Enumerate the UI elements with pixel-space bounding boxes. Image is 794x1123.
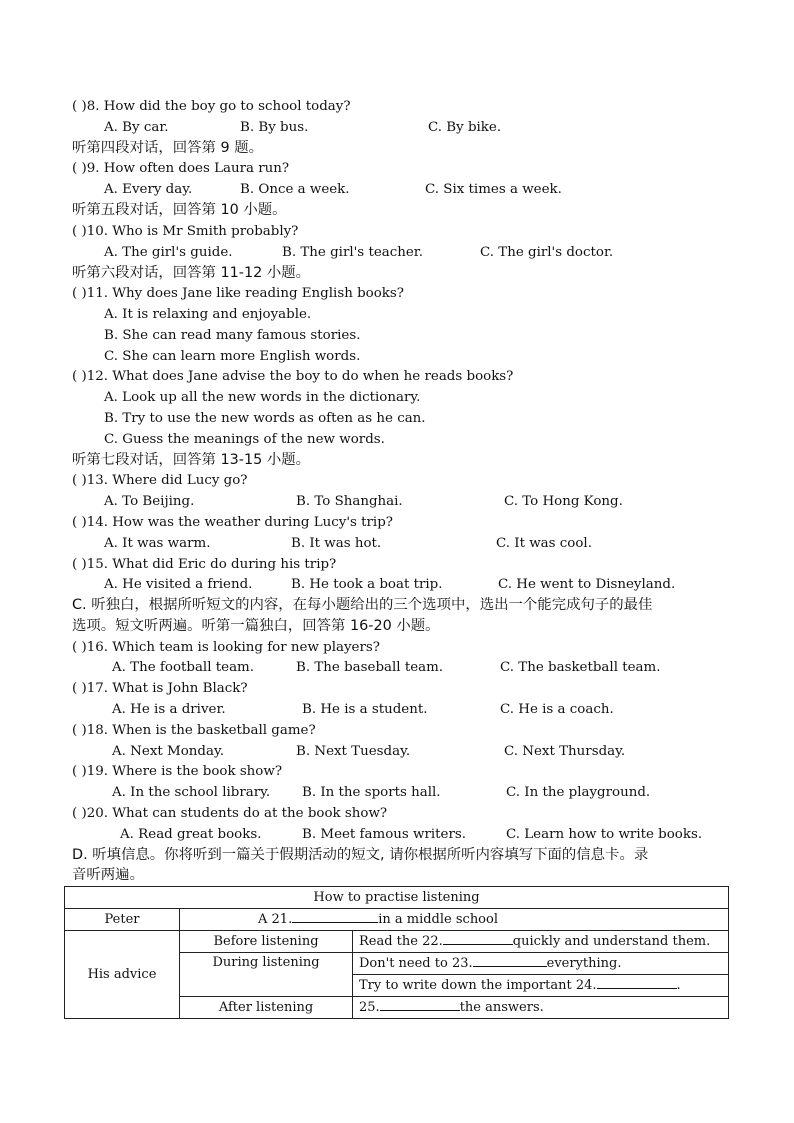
q18-option-b: B. Next Tuesday. — [296, 744, 411, 759]
q10-option-b: B. The girl's teacher. — [282, 245, 423, 260]
q11-option-b: B. She can read many famous stories. — [104, 328, 361, 343]
peter-suffix: in a middle school — [378, 912, 498, 927]
question-12-stem: ( )12. What does Jane advise the boy to do when he reads books? — [72, 369, 514, 384]
blank-23[interactable] — [473, 954, 547, 967]
q14-option-c: C. It was cool. — [496, 536, 592, 551]
peter-label: Peter — [65, 909, 180, 931]
during1-suffix: everything. — [546, 956, 622, 971]
q12-option-c: C. Guess the meanings of the new words. — [104, 432, 385, 447]
during-listening-row-2 — [353, 975, 729, 997]
after-prefix: 25. — [359, 1000, 380, 1015]
section-c-instruction-line2: 选项。短文听两遍。听第一篇独白，回答第 16-20 小题。 — [72, 618, 440, 634]
q16-option-a: A. The football team. — [112, 660, 255, 675]
q14-option-a: A. It was warm. — [104, 536, 211, 551]
during1-prefix: Don't need to 23. — [359, 956, 473, 971]
question-19-stem: ( )19. Where is the book show? — [72, 764, 283, 779]
q11-option-c: C. She can learn more English words. — [104, 349, 361, 364]
q10-option-a: A. The girl's guide. — [104, 245, 233, 260]
q20-option-c: C. Learn how to write books. — [506, 827, 703, 842]
q9-option-a: A. Every day. — [104, 182, 193, 197]
q16-option-c: C. The basketball team. — [500, 660, 661, 675]
q19-option-c: C. In the playground. — [506, 785, 651, 800]
q20-option-a: A. Read great books. — [120, 827, 262, 842]
blank-24[interactable] — [597, 976, 677, 989]
after-suffix: the answers. — [459, 1000, 544, 1015]
q8-option-b: B. By bus. — [240, 120, 309, 135]
instruction-part-4: 听第四段对话，回答第 9 题。 — [72, 140, 263, 156]
q13-option-b: B. To Shanghai. — [296, 494, 403, 509]
during2-prefix: Try to write down the important 24. — [359, 978, 597, 993]
before-suffix: quickly and understand them. — [512, 934, 711, 949]
q9-option-c: C. Six times a week. — [425, 182, 562, 197]
section-c-instruction-line1: C. 听独白，根据所听短文的内容，在每小题给出的三个选项中，选出一个能完成句子的最佳 — [72, 597, 653, 613]
question-18-stem: ( )18. When is the basketball game? — [72, 723, 316, 738]
q13-option-a: A. To Beijing. — [104, 494, 195, 509]
card-title: How to practise listening — [65, 887, 729, 909]
question-10-stem: ( )10. Who is Mr Smith probably? — [72, 224, 299, 239]
during2-suffix: . — [676, 978, 681, 993]
q15-option-a: A. He visited a friend. — [104, 577, 253, 592]
question-16-stem: ( )16. Which team is looking for new players? — [72, 640, 380, 655]
q13-option-c: C. To Hong Kong. — [504, 494, 623, 509]
q12-option-b: B. Try to use the new words as often as he can. — [104, 411, 426, 426]
advice-label: His advice — [65, 931, 180, 1019]
q17-option-b: B. He is a student. — [302, 702, 428, 717]
q10-option-c: C. The girl's doctor. — [480, 245, 614, 260]
q8-option-a: A. By car. — [104, 120, 169, 135]
before-listening-row — [353, 931, 729, 953]
instruction-part-5: 听第五段对话，回答第 10 小题。 — [72, 202, 287, 218]
q18-option-a: A. Next Monday. — [112, 744, 225, 759]
q11-option-a: A. It is relaxing and enjoyable. — [104, 307, 312, 322]
after-listening-label: After listening — [180, 997, 353, 1019]
after-listening-row — [353, 997, 729, 1019]
question-11-stem: ( )11. Why does Jane like reading English books? — [72, 286, 404, 301]
q20-option-b: B. Meet famous writers. — [302, 827, 466, 842]
question-9-stem: ( )9. How often does Laura run? — [72, 161, 290, 176]
q16-option-b: B. The baseball team. — [296, 660, 444, 675]
during-listening-label: During listening — [180, 953, 353, 997]
blank-21[interactable] — [292, 910, 378, 923]
question-17-stem: ( )17. What is John Black? — [72, 681, 248, 696]
during-listening-row-1 — [353, 953, 729, 975]
q12-option-a: A. Look up all the new words in the dictionary. — [104, 390, 421, 405]
question-20-stem: ( )20. What can students do at the book show? — [72, 806, 388, 821]
q19-option-b: B. In the sports hall. — [302, 785, 441, 800]
instruction-part-6: 听第六段对话，回答第 11-12 小题。 — [72, 265, 311, 281]
q17-option-c: C. He is a coach. — [500, 702, 614, 717]
info-card-table — [64, 886, 729, 1019]
q8-option-c: C. By bike. — [428, 120, 502, 135]
blank-22[interactable] — [443, 932, 513, 945]
question-15-stem: ( )15. What did Eric do during his trip? — [72, 557, 337, 572]
peter-prefix: A 21. — [258, 912, 293, 927]
peter-row — [180, 909, 729, 931]
before-prefix: Read the 22. — [359, 934, 443, 949]
section-d-instruction-line2: 音听两遍。 — [72, 867, 144, 883]
q15-option-c: C. He went to Disneyland. — [498, 577, 676, 592]
question-8-stem: ( )8. How did the boy go to school today? — [72, 99, 351, 114]
instruction-part-7: 听第七段对话，回答第 13-15 小题。 — [72, 452, 311, 468]
question-13-stem: ( )13. Where did Lucy go? — [72, 473, 248, 488]
before-listening-label: Before listening — [180, 931, 353, 953]
q15-option-b: B. He took a boat trip. — [291, 577, 443, 592]
q19-option-a: A. In the school library. — [112, 785, 271, 800]
section-d-instruction-line1: D. 听填信息。你将听到一篇关于假期活动的短文, 请你根据所听内容填写下面的信息卡。录 — [72, 847, 649, 863]
blank-25[interactable] — [380, 998, 460, 1011]
q17-option-a: A. He is a driver. — [112, 702, 226, 717]
question-14-stem: ( )14. How was the weather during Lucy's trip? — [72, 515, 393, 530]
q14-option-b: B. It was hot. — [291, 536, 382, 551]
q9-option-b: B. Once a week. — [240, 182, 350, 197]
q18-option-c: C. Next Thursday. — [504, 744, 626, 759]
